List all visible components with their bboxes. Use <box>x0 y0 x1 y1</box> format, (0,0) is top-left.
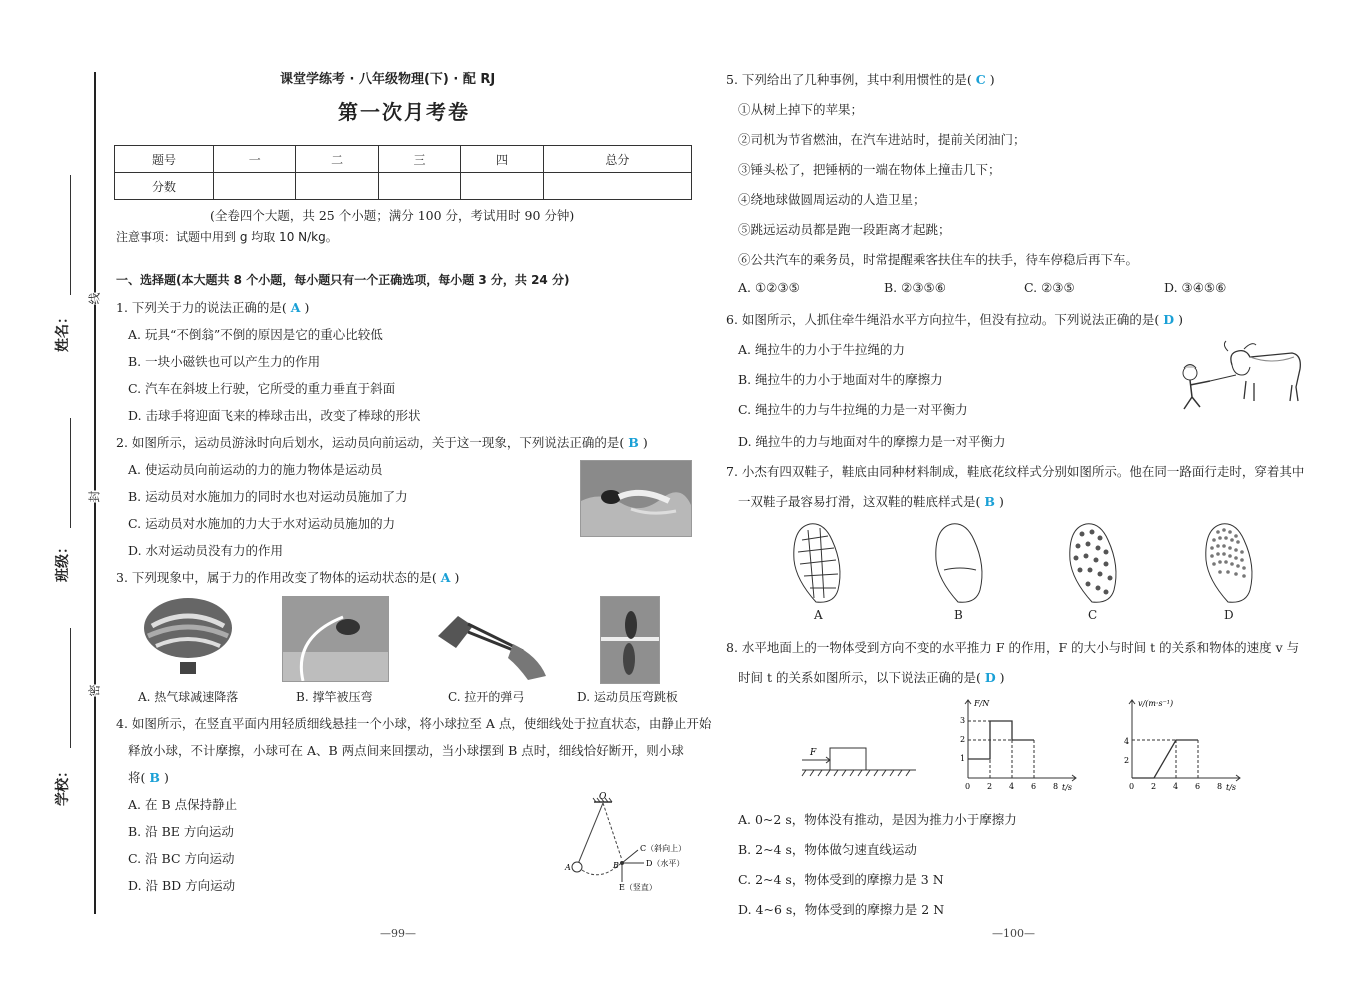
school-underline <box>70 628 71 748</box>
graph2-xtick: 6 <box>1195 782 1201 791</box>
q3-stem: 3. 下列现象中，属于力的作用改变了物体的运动状态的是( A ) <box>116 570 460 585</box>
q3-answer: A <box>440 570 451 585</box>
graph2-xlabel: t/s <box>1226 783 1237 792</box>
q5-option: D. ③④⑤⑥ <box>1164 280 1227 295</box>
score-input-cell[interactable] <box>296 173 378 200</box>
exam-title: 第一次月考卷 <box>338 100 470 124</box>
balloon-photo <box>142 596 234 680</box>
q6-option: D. 绳拉牛的力与地面对牛的摩擦力是一对平衡力 <box>738 434 1006 449</box>
graph1-ytick: 3 <box>960 716 966 725</box>
q6-option: A. 绳拉牛的力小于牛拉绳的力 <box>738 342 905 357</box>
q5-item: ①从树上掉下的苹果； <box>738 102 864 117</box>
score-table <box>114 145 692 200</box>
q7-line: 一双鞋子最容易打滑，这双鞋的鞋底样式是( B ) <box>738 494 1004 509</box>
score-input-cell[interactable] <box>214 173 296 200</box>
q4-option: D. 沿 BD 方向运动 <box>128 878 236 893</box>
seal-char-secret: 密 <box>84 684 105 696</box>
shoe-sole-b <box>930 520 990 606</box>
q5-item: ③锤头松了，把锤柄的一端在物体上撞击几下； <box>738 162 1001 177</box>
seal-char-seal: 封 <box>84 490 105 502</box>
graph1-xtick: 8 <box>1053 782 1059 791</box>
score-input-cell[interactable] <box>461 173 543 200</box>
q3-caption: B. 撑竿被压弯 <box>296 690 373 704</box>
score-input-cell[interactable] <box>543 173 691 200</box>
swimmer-photo <box>580 460 692 537</box>
q6-option: C. 绳拉牛的力与牛拉绳的力是一对平衡力 <box>738 402 968 417</box>
shoe-sole-c <box>1064 520 1124 606</box>
q7-answer: B <box>984 494 995 509</box>
q4-option: B. 沿 BE 方向运动 <box>128 824 234 839</box>
q4-answer: B <box>149 770 160 785</box>
slingshot-photo <box>428 596 548 680</box>
q8-option: D. 4~6 s，物体受到的摩擦力是 2 N <box>738 902 945 917</box>
diving-board-photo <box>600 596 660 684</box>
graph2-xtick: 8 <box>1217 782 1223 791</box>
q5-option: C. ②③⑤ <box>1024 280 1075 295</box>
graph2-ytick: 2 <box>1124 756 1130 765</box>
q8-answer: D <box>984 670 996 685</box>
q1-option: D. 击球手将迎面飞来的棒球击出，改变了棒球的形状 <box>128 408 421 423</box>
point-o-label: O <box>599 792 607 802</box>
pendulum-diagram <box>562 790 702 896</box>
graph1-xtick: 6 <box>1031 782 1037 791</box>
graph2-xtick: 2 <box>1151 782 1157 791</box>
q2-option: D. 水对运动员没有力的作用 <box>128 543 284 558</box>
shoe-sole-a <box>788 520 848 606</box>
q5-item: ⑤跳远运动员都是跑一段距离才起跳； <box>738 222 951 237</box>
q8-line: 8. 水平地面上的一物体受到方向不变的水平推力 F 的作用，F 的大小与时间 t 的关系和物体的速度 v 与 <box>726 640 1300 655</box>
q2-option: C. 运动员对水施加的力大于水对运动员施加的力 <box>128 516 396 531</box>
q8-option: C. 2~4 s，物体受到的摩擦力是 3 N <box>738 872 944 887</box>
force-label: F <box>810 748 817 758</box>
score-header-cell: 总分 <box>543 146 691 173</box>
point-d-label: D（水平） <box>646 859 685 868</box>
q5-answer: C <box>975 72 986 87</box>
q1-option: A. 玩具“不倒翁”不倒的原因是它的重心比较低 <box>128 327 383 342</box>
q3-caption: D. 运动员压弯跳板 <box>577 690 678 704</box>
shoe-label: D <box>1224 608 1234 622</box>
q8-option: A. 0~2 s，物体没有推动，是因为推力小于摩擦力 <box>738 812 1017 827</box>
graph2-xtick: 0 <box>1129 782 1135 791</box>
score-row-label: 分数 <box>115 173 214 200</box>
q1-option: B. 一块小磁铁也可以产生力的作用 <box>128 354 321 369</box>
point-e-label: E（竖直） <box>619 883 657 892</box>
q4-option: C. 沿 BC 方向运动 <box>128 851 235 866</box>
q6-option: B. 绳拉牛的力小于地面对牛的摩擦力 <box>738 372 943 387</box>
shoe-label: C <box>1088 608 1098 622</box>
velocity-time-graph <box>1116 694 1256 794</box>
exam-info: (全卷四个大题，共 25 个小题；满分 100 分，考试用时 90 分钟) <box>210 208 575 223</box>
q8-option: B. 2~4 s，物体做匀速直线运动 <box>738 842 917 857</box>
score-header-cell: 二 <box>296 146 378 173</box>
graph2-xtick: 4 <box>1173 782 1179 791</box>
series-header: 课堂学练考 · 八年级物理(下) · 配 RJ <box>280 72 496 87</box>
shoe-sole-d <box>1200 520 1260 606</box>
q6-answer: D <box>1163 312 1175 327</box>
graph2-ylabel: v/(m·s⁻¹) <box>1138 699 1174 708</box>
q4-line: 将( B ) <box>128 770 169 785</box>
shoe-label: A <box>814 608 823 622</box>
point-c-label: C（斜向上） <box>640 844 687 853</box>
graph1-xtick: 4 <box>1009 782 1015 791</box>
q5-item: ②司机为节省燃油，在汽车进站时，提前关闭油门； <box>738 132 1026 147</box>
graph2-ytick: 4 <box>1124 737 1130 746</box>
graph1-xtick: 2 <box>987 782 993 791</box>
graph1-ytick: 2 <box>960 735 966 744</box>
q1-option: C. 汽车在斜坡上行驶，它所受的重力垂直于斜面 <box>128 381 396 396</box>
q3-caption: A. 热气球减速降落 <box>138 690 239 704</box>
school-label: 学校： <box>55 764 71 806</box>
score-header-cell: 四 <box>461 146 543 173</box>
section-heading: 一、选择题(本大题共 8 个小题，每小题只有一个正确选项，每小题 3 分，共 24 分) <box>116 273 570 287</box>
class-underline <box>70 418 71 528</box>
force-time-graph <box>952 694 1092 794</box>
q2-option: A. 使运动员向前运动的力的施力物体是运动员 <box>128 462 383 477</box>
seal-char-line: 线 <box>84 292 105 304</box>
q1-stem: 1. 下列关于力的说法正确的是( A ) <box>116 300 310 315</box>
name-label: 姓名： <box>55 310 71 352</box>
block-on-ground-diagram <box>798 740 920 782</box>
q4-option: A. 在 B 点保持静止 <box>128 797 238 812</box>
q7-line: 7. 小杰有四双鞋子，鞋底由同种材料制成，鞋底花纹样式分别如图所示。他在同一路面行走时，穿着其中 <box>726 464 1305 479</box>
pole-vault-photo <box>282 596 389 682</box>
q4-line: 释放小球，不计摩擦，小球可在 A、B 两点间来回摆动，当小球摆到 B 点时，细线恰好断开，则小球 <box>128 743 684 758</box>
q5-item: ⑥公共汽车的乘务员，时常提醒乘客扶住车的扶手，待车停稳后再下车。 <box>738 252 1139 267</box>
q5-item: ④绕地球做圆周运动的人造卫星； <box>738 192 926 207</box>
name-underline <box>70 175 71 295</box>
q3-caption: C. 拉开的弹弓 <box>448 690 525 704</box>
page-number-left: —99— <box>380 927 416 940</box>
graph1-xtick: 0 <box>965 782 971 791</box>
q5-stem: 5. 下列给出了几种事例，其中利用惯性的是( C ) <box>726 72 995 87</box>
q6-stem: 6. 如图所示，人抓住牵牛绳沿水平方向拉牛，但没有拉动。下列说法正确的是( D ) <box>726 312 1183 327</box>
graph1-ytick: 1 <box>960 754 966 763</box>
point-b-label: B <box>613 861 619 870</box>
shoe-label: B <box>954 608 963 622</box>
class-label: 班级： <box>55 540 71 582</box>
q2-option: B. 运动员对水施加力的同时水也对运动员施加了力 <box>128 489 408 504</box>
q4-line: 4. 如图所示，在竖直平面内用轻质细线悬挂一个小球，将小球拉至 A 点，使细线处于拉直状态，由静止开始 <box>116 716 712 731</box>
point-a-label: A <box>565 863 571 872</box>
person-pulling-ox-illustration <box>1172 335 1304 417</box>
q5-option: B. ②③⑤⑥ <box>884 280 946 295</box>
notice: 注意事项：试题中用到 g 均取 10 N/kg。 <box>116 230 338 244</box>
q8-line: 时间 t 的关系如图所示，以下说法正确的是( D ) <box>738 670 1005 685</box>
graph1-ylabel: F/N <box>974 699 990 708</box>
q5-option: A. ①②③⑤ <box>738 280 800 295</box>
q2-stem: 2. 如图所示，运动员游泳时向后划水，运动员向前运动，关于这一现象，下列说法正确的是( B ) <box>116 435 648 450</box>
score-header-cell: 一 <box>214 146 296 173</box>
page-number-right: —100— <box>992 927 1035 940</box>
q2-answer: B <box>628 435 639 450</box>
score-input-cell[interactable] <box>378 173 460 200</box>
graph1-xlabel: t/s <box>1062 783 1073 792</box>
q1-answer: A <box>290 300 301 315</box>
score-header-cell: 题号 <box>115 146 214 173</box>
score-header-cell: 三 <box>378 146 460 173</box>
